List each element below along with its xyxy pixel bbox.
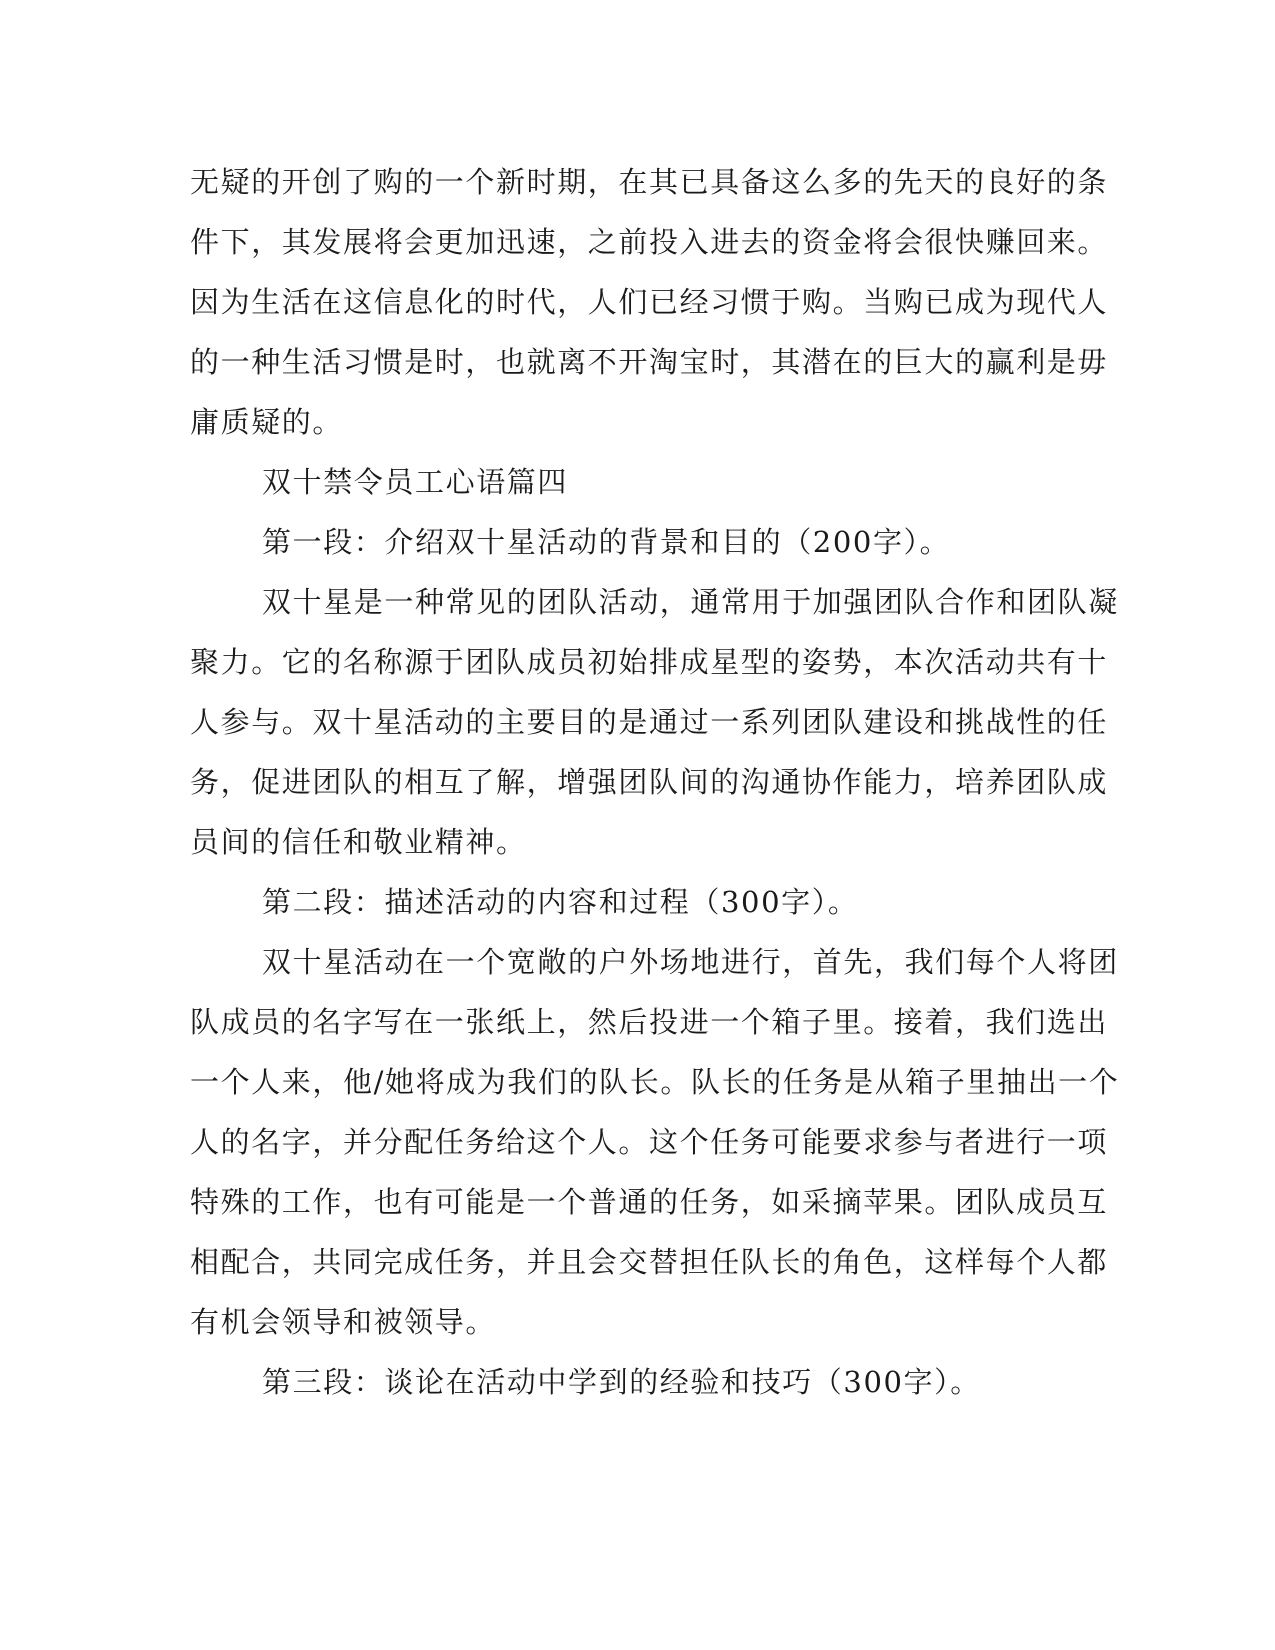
paragraph-line: 件下，其发展将会更加迅速，之前投入进去的资金将会很快赚回来。 bbox=[190, 225, 1109, 259]
section-title: 双十禁令员工心语篇四 bbox=[262, 465, 569, 499]
paragraph-heading: 第三段：谈论在活动中学到的经验和技巧（300字）。 bbox=[262, 1365, 981, 1399]
paragraph-line: 无疑的开创了购的一个新时期，在其已具备这么多的先天的良好的条 bbox=[190, 165, 1109, 199]
paragraph-heading: 第二段：描述活动的内容和过程（300字）。 bbox=[262, 885, 859, 919]
paragraph-heading: 第一段：介绍双十星活动的背景和目的（200字）。 bbox=[262, 525, 951, 559]
paragraph-line: 相配合，共同完成任务，并且会交替担任队长的角色，这样每个人都 bbox=[190, 1245, 1109, 1279]
paragraph-line: 庸质疑的。 bbox=[190, 405, 344, 439]
paragraph-line: 因为生活在这信息化的时代，人们已经习惯于购。当购已成为现代人 bbox=[190, 285, 1109, 319]
paragraph-line: 员间的信任和敬业精神。 bbox=[190, 825, 527, 859]
paragraph-line: 双十星是一种常见的团队活动，通常用于加强团队合作和团队凝 bbox=[262, 585, 1119, 619]
paragraph-line: 务，促进团队的相互了解，增强团队间的沟通协作能力，培养团队成 bbox=[190, 765, 1109, 799]
paragraph-line: 的一种生活习惯是时，也就离不开淘宝时，其潜在的巨大的赢利是毋 bbox=[190, 345, 1109, 379]
paragraph-line: 队成员的名字写在一张纸上，然后投进一个箱子里。接着，我们选出 bbox=[190, 1005, 1109, 1039]
paragraph-line: 人的名字，并分配任务给这个人。这个任务可能要求参与者进行一项 bbox=[190, 1125, 1109, 1159]
paragraph-line: 特殊的工作，也有可能是一个普通的任务，如采摘苹果。团队成员互 bbox=[190, 1185, 1109, 1219]
paragraph-line: 有机会领导和被领导。 bbox=[190, 1305, 497, 1339]
paragraph-line: 一个人来，他/她将成为我们的队长。队长的任务是从箱子里抽出一个 bbox=[190, 1065, 1120, 1099]
paragraph-line: 聚力。它的名称源于团队成员初始排成星型的姿势，本次活动共有十 bbox=[190, 645, 1109, 679]
paragraph-line: 人参与。双十星活动的主要目的是通过一系列团队建设和挑战性的任 bbox=[190, 705, 1109, 739]
paragraph-line: 双十星活动在一个宽敞的户外场地进行，首先，我们每个人将团 bbox=[262, 945, 1119, 979]
